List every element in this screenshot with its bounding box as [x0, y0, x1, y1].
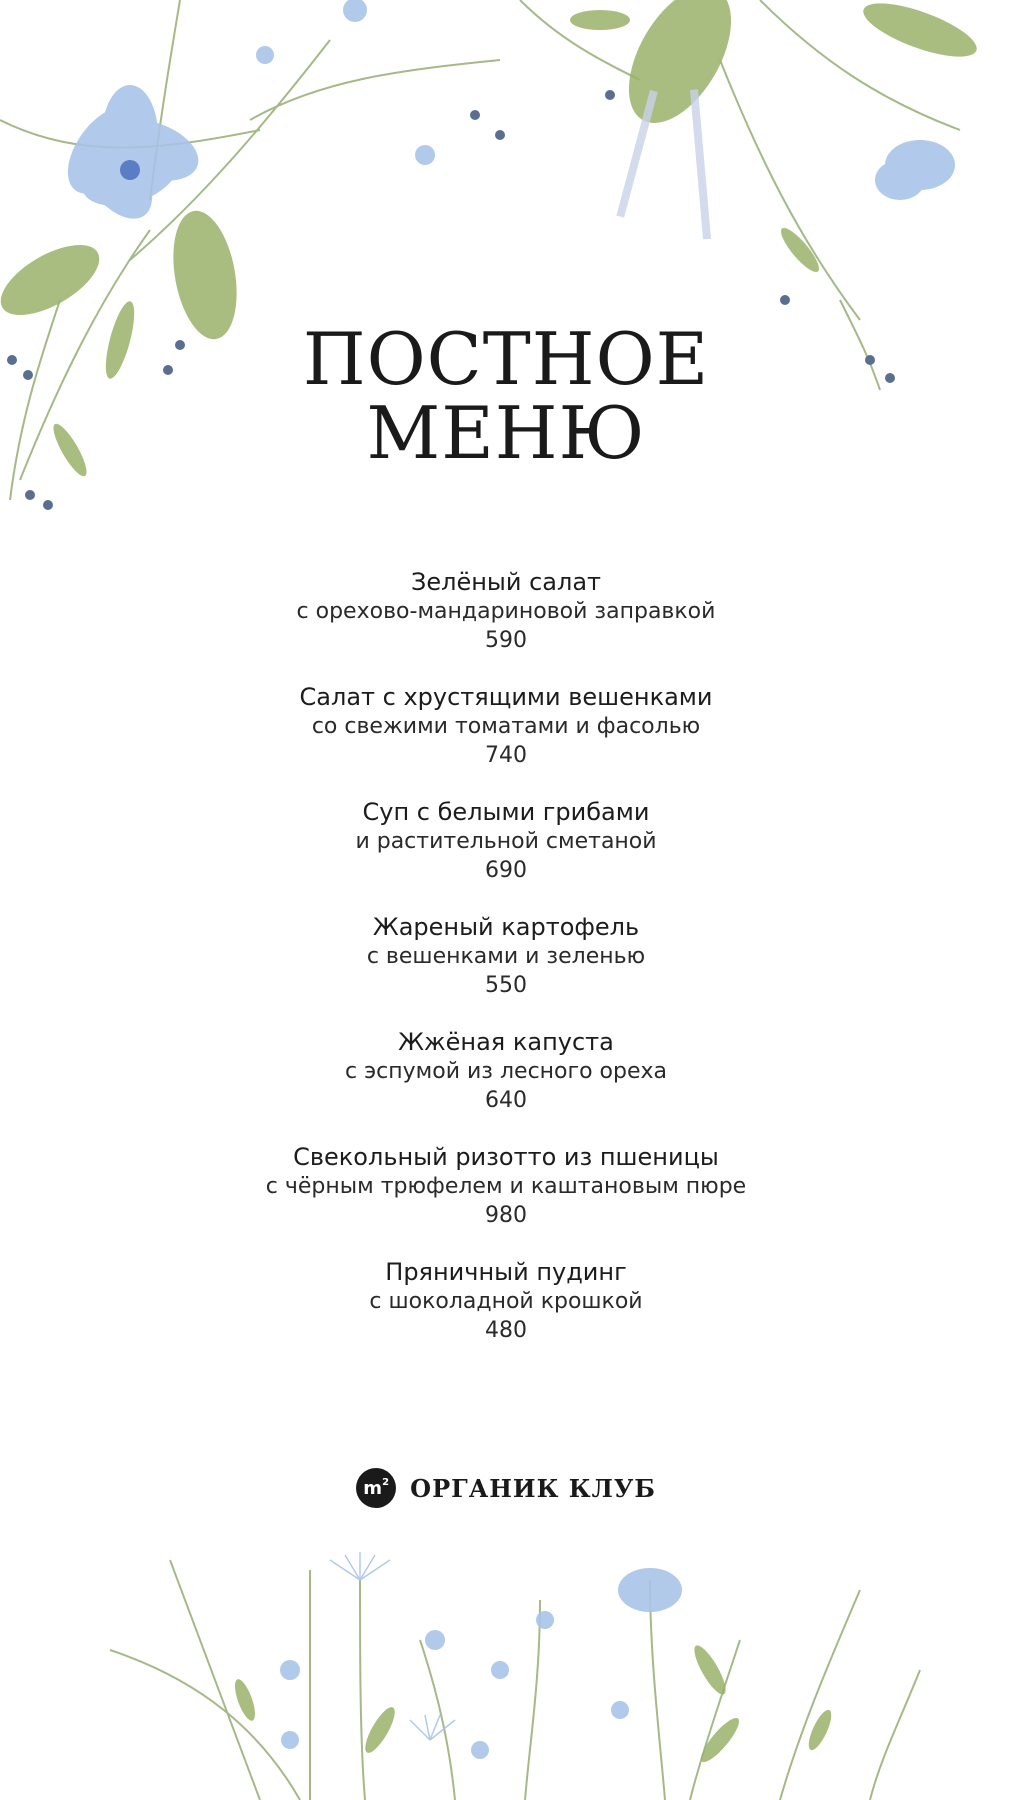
menu-item-description: с вешенками и зеленью: [366, 944, 646, 969]
menu-item-name: Салат с хрустящими вешенками: [299, 683, 713, 711]
menu-item-price: 590: [485, 628, 527, 653]
menu-item: [0, 1143, 1012, 1258]
menu-item-description: с эспумой из лесного ореха: [344, 1059, 667, 1084]
menu-list: [0, 568, 1012, 1373]
menu-item: [0, 683, 1012, 798]
menu-item-description: с орехово-мандариновой заправкой: [296, 599, 716, 624]
menu-item: [0, 913, 1012, 1028]
menu-item: [0, 568, 1012, 683]
menu-item-description: с шоколадной крошкой: [369, 1289, 643, 1314]
menu-item: [0, 1028, 1012, 1143]
menu-item-name: Свекольный ризотто из пшеницы: [293, 1143, 719, 1171]
menu-item-name: Жжёная капуста: [398, 1028, 614, 1056]
floral-decoration-bottom: [0, 1540, 1012, 1800]
menu-item-name: Пряничный пудинг: [385, 1258, 627, 1286]
menu-item-price: 550: [485, 973, 527, 998]
brand-footer: [0, 1468, 1012, 1508]
menu-item-price: 640: [485, 1088, 527, 1113]
menu-item: [0, 798, 1012, 913]
menu-item: [0, 1258, 1012, 1373]
menu-item-name: Жареный картофель: [372, 913, 640, 941]
menu-item-description: и растительной сметаной: [355, 829, 657, 854]
menu-item-price: 480: [485, 1318, 527, 1343]
brand-logo-icon: [356, 1468, 396, 1508]
title-line-2: МЕНЮ: [366, 391, 646, 475]
brand-logo-superscript: 2: [382, 1476, 390, 1488]
title-line-1: ПОСТНОЕ: [302, 317, 710, 401]
floral-decoration-top: [0, 0, 1012, 560]
page-title: [0, 317, 1012, 475]
menu-item-name: Зелёный салат: [410, 568, 602, 596]
menu-item-price: 980: [485, 1203, 527, 1228]
menu-item-price: 740: [485, 743, 527, 768]
menu-item-price: 690: [485, 858, 527, 883]
menu-item-description: со свежими томатами и фасолью: [311, 714, 701, 739]
menu-item-description: с чёрным трюфелем и каштановым пюре: [265, 1174, 747, 1199]
brand-name: ОРГАНИК КЛУБ: [410, 1473, 656, 1503]
brand-logo-letter: m: [363, 1477, 383, 1499]
menu-item-name: Суп с белыми грибами: [362, 798, 650, 826]
